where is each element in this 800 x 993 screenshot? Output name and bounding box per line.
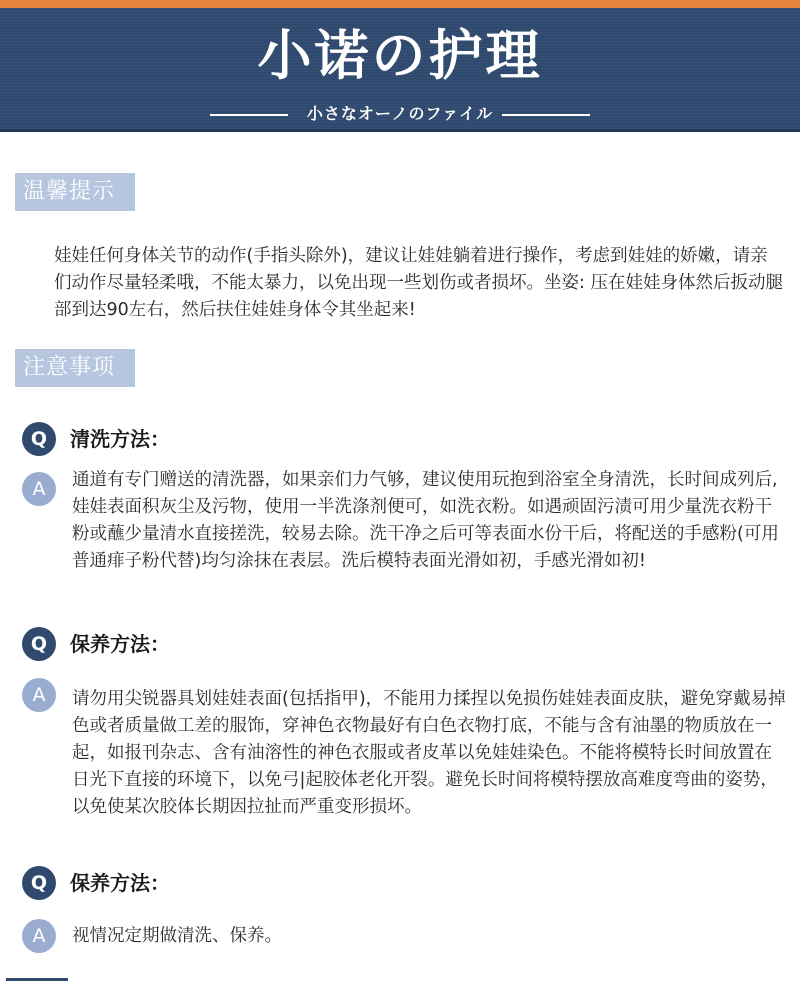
question-title: 保养方法： [70, 871, 170, 895]
answer-text: 通道有专门赠送的清洗器，如果亲们力气够，建议使用玩抱到浴室全身清洗，长时间成列后,娃娃表面积灰尘及污物，使用一半洗涤剂便可，如洗衣粉。如遇顽固污渍可用少量洗衣粉干粉或蘸少量清水直接搓洗，较易去除。洗干净之后可等表面水份干后，将配送的手感粉(可用普通痱子粉代替)均匀涂抹在表层。洗后模特表面光滑如初，手感光滑如初! [72, 470, 779, 571]
question-title: 保养方法： [70, 632, 170, 656]
question-icon: Q [22, 422, 56, 456]
answer-icon: A [22, 678, 56, 712]
question-title: 清洗方法： [70, 427, 170, 451]
header-banner [0, 8, 800, 132]
bottom-divider [6, 978, 68, 981]
page-subtitle: 小さなオーノのファイル [306, 104, 494, 123]
answer-icon: A [22, 472, 56, 506]
tips-section-label: 温馨提示 [15, 173, 135, 211]
page-title: 小诺の护理 [257, 23, 543, 87]
notes-section-label: 注意事项 [15, 349, 135, 387]
subtitle-divider-right [502, 114, 590, 116]
top-accent-strip [0, 0, 800, 8]
answer-text: 请勿用尖锐器具划娃娃表面(包括指甲)，不能用力揉捏以免损伤娃娃表面皮肤，避免穿戴易掉色或者质量做工差的服饰，穿神色衣物最好有白色衣物打底，不能与含有油墨的物质放在一起，如报刊杂志、含有油溶性的神色衣服或者皮革以免娃娃染色。不能将模特长时间放置在日光下直接的环境下，以免弓|起胶体老化开裂。避免长时间将模特摆放高难度弯曲的姿势，以免使某次胶体长期因拉扯而严重变形损坏。 [72, 689, 786, 817]
answer-icon: A [22, 919, 56, 953]
question-icon: Q [22, 627, 56, 661]
question-icon: Q [22, 866, 56, 900]
tips-text: 娃娃任何身体关节的动作(手指头除外)，建议让娃娃躺着进行操作，考虑到娃娃的娇嫩，请亲们动作尽量轻柔哦，不能太暴力，以免出现一些划伤或者损坏。坐姿: 压在娃娃身体然后扳动腿部到达90左右，然后扶住娃娃身体令其坐起来! [54, 246, 783, 320]
answer-text: 视情况定期做清洗、保养。 [72, 926, 282, 946]
